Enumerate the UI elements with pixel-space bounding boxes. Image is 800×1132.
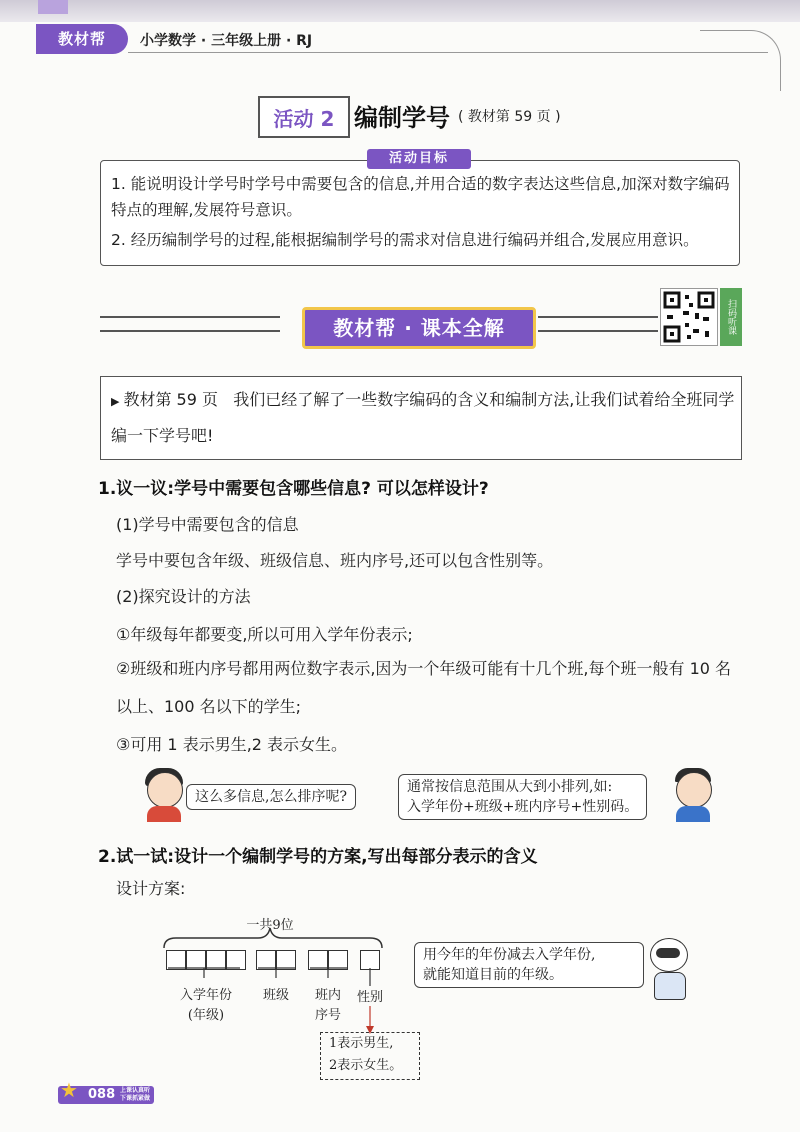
banner-rule-left	[100, 316, 280, 318]
page-number: 088	[88, 1087, 116, 1102]
girl-speech-bubble: 这么多信息,怎么排序呢?	[186, 784, 356, 810]
play-arrow-icon: ▶	[111, 395, 120, 408]
banner-rule-right	[538, 316, 658, 318]
q2-heading: 2.试一试:设计一个编制学号的方案,写出每部分表示的含义	[98, 847, 538, 867]
intro-ref: 教材第 59 页	[123, 390, 219, 409]
goals-box	[100, 160, 740, 266]
activity-ref: ( 教材第 59 页 )	[458, 109, 561, 125]
robot-visor	[656, 948, 680, 958]
diagram-brace	[160, 926, 390, 950]
q1-sub2: (2)探究设计的方法	[116, 587, 251, 606]
q1-step1: ①年级每年都要变,所以可用入学年份表示;	[116, 625, 413, 644]
goal-item: 2. 经历编制学号的过程,能根据编制学号的需求对信息进行编码并组合,发展应用意识。	[111, 231, 699, 249]
intro-text	[111, 383, 736, 453]
brand-tab: 教材帮	[36, 24, 128, 54]
q1-step2: ②班级和班内序号都用两位数字表示,因为一个年级可能有十几个班,每个班一般有 10 名以上、100 名以下的学生;	[116, 659, 732, 716]
girl-avatar	[147, 772, 183, 808]
goal-item: 1. 能说明设计学号时学号中需要包含的信息,并用合适的数字表达这些信息,加深对数字编码特点的理解,发展符号意识。	[111, 175, 730, 219]
book-title: 小学数学 · 三年级上册 · RJ	[140, 33, 313, 49]
q2-plan-label: 设计方案:	[116, 879, 186, 898]
intro-box	[100, 376, 742, 460]
label-seat-b: 序号	[314, 1008, 341, 1023]
qr-code-icon[interactable]	[660, 288, 718, 346]
q1-answer1: 学号中要包含年级、班级信息、班内序号,还可以包含性别等。	[116, 551, 554, 570]
boy-body	[676, 806, 710, 822]
robot-speech-bubble	[414, 942, 644, 988]
label-class: 班级	[262, 988, 289, 1003]
label-seat-a: 班内	[314, 988, 341, 1003]
boy-line: 入学年份+班级+班内序号+性别码。	[407, 799, 639, 815]
header-curve	[700, 30, 781, 91]
top-strip	[0, 0, 800, 22]
section-banner: 教材帮 · 课本全解	[302, 307, 536, 349]
robot-line: 就能知道目前的年级。	[423, 967, 563, 983]
star-icon: ★	[60, 1078, 78, 1102]
q1-step3: ③可用 1 表示男生,2 表示女生。	[116, 735, 348, 754]
goals-tag: 活动目标	[367, 149, 471, 169]
boy-speech-bubble	[398, 774, 647, 820]
top-accent	[38, 0, 68, 14]
boy-line: 通常按信息范围从大到小排列,如:	[407, 779, 613, 795]
footer-note	[120, 1087, 150, 1103]
footer-note-1: 上课认真听	[120, 1087, 151, 1094]
activity-label-box	[258, 96, 350, 138]
activity-title: 编制学号	[354, 104, 450, 132]
header-rule	[128, 52, 768, 53]
label-grade: (年级)	[187, 1008, 225, 1023]
diagram-total: 一共9位	[246, 918, 294, 933]
intro-body: 我们已经了解了一些数字编码的含义和编制方法,让我们试着给全班同学编一下学号吧!	[111, 390, 735, 445]
robot-body	[654, 972, 686, 1000]
activity-label: 活动 2	[273, 106, 335, 131]
gender-line: 2表示女生。	[329, 1058, 403, 1073]
q1-heading: 1.议一议:学号中需要包含哪些信息? 可以怎样设计?	[98, 479, 489, 499]
girl-body	[147, 806, 181, 822]
gender-code-box	[320, 1032, 420, 1080]
banner-rule-right	[538, 330, 658, 332]
gender-line: 1表示男生,	[329, 1036, 394, 1051]
q1-sub1: (1)学号中需要包含的信息	[116, 515, 299, 534]
footer-note-2: 下课抓紧做	[120, 1095, 151, 1102]
label-gender: 性别	[356, 990, 383, 1005]
banner-rule-left	[100, 330, 280, 332]
robot-line: 用今年的年份减去入学年份,	[423, 947, 596, 963]
label-enrollment-year: 入学年份	[179, 988, 232, 1003]
boy-avatar	[676, 772, 712, 808]
qr-label: 扫码听课	[720, 288, 742, 346]
